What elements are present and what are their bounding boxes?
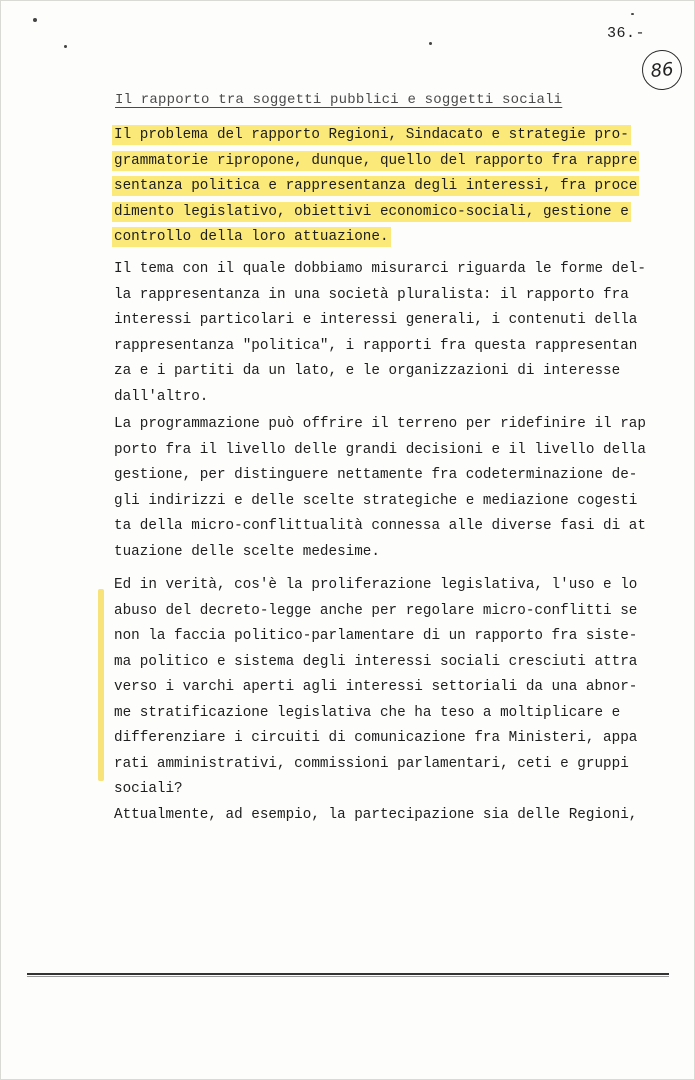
margin-highlight-mark: [98, 589, 104, 781]
paragraph-3: [114, 412, 654, 565]
text-line: sentanza politica e rappresentanza degli interessi, fra proce: [114, 178, 638, 194]
text-line: ma politico e sistema degli interessi sociali cresciuti attra: [114, 653, 638, 670]
text-line: differenziare i circuiti di comunicazione fra Ministeri, appa: [114, 730, 638, 746]
text-line: gestione, per distinguere nettamente fra codeterminazione de-: [114, 467, 638, 483]
text-line: la rappresentanza in una società pluralista: il rapporto fra: [114, 286, 629, 303]
text-line: abuso del decreto-legge anche per regolare micro-conflitti se: [114, 602, 638, 619]
text-line: rappresentanza "politica", i rapporti fra questa rappresentan: [114, 337, 638, 354]
text-line: non la faccia politico-parlamentare di un rapporto fra siste-: [114, 628, 638, 644]
text-line: me stratificazione legislativa che ha teso a moltiplicare e: [114, 704, 621, 721]
paragraph-4: [114, 573, 654, 803]
scan-speck: [64, 45, 67, 48]
text-line: za e i partiti da un lato, e le organizzazioni di interesse: [114, 363, 621, 379]
archive-stamp: [640, 48, 684, 92]
text-line: Il tema con il quale dobbiamo misurarci riguarda le forme del-: [114, 261, 646, 277]
section-title: Il rapporto tra soggetti pubblici e soggetti sociali: [115, 92, 563, 108]
text-line: gli indirizzi e delle scelte strategiche e mediazione cogesti: [114, 492, 638, 509]
paragraph-5: [114, 803, 654, 829]
text-line: controllo della loro attuazione.: [114, 229, 389, 245]
text-line: La programmazione può offrire il terreno per ridefinire il rap: [114, 416, 646, 432]
text-line: dimento legislativo, obiettivi economico-sociali, gestione e: [114, 203, 629, 220]
text-line: Ed in verità, cos'è la proliferazione legislativa, l'uso e lo: [114, 577, 638, 593]
stamp-number: 86: [649, 58, 675, 82]
text-line: verso i varchi aperti agli interessi settoriali da una abnor-: [114, 679, 638, 695]
text-line: interessi particolari e interessi generali, i contenuti della: [114, 312, 638, 328]
page-number: 36.-: [607, 25, 646, 42]
scan-speck: [631, 13, 634, 15]
text-line: grammatorie ripropone, dunque, quello del rapporto fra rappre: [114, 152, 638, 169]
bottom-rule: [27, 973, 669, 975]
text-line: rati amministrativi, commissioni parlamentari, ceti e gruppi: [114, 755, 629, 772]
text-line: Il problema del rapporto Regioni, Sindacato e strategie pro-: [114, 127, 629, 143]
text-line: dall'altro.: [114, 388, 209, 405]
scan-speck: [429, 42, 432, 45]
bottom-rule-shadow: [27, 976, 669, 977]
text-line: Attualmente, ad esempio, la partecipazione sia delle Regioni,: [114, 807, 638, 823]
text-line: ta della micro-conflittualità connessa alle diverse fasi di at: [114, 518, 646, 534]
paragraph-2: [114, 257, 654, 410]
paragraph-1: [114, 123, 654, 251]
text-line: tuazione delle scelte medesime.: [114, 543, 380, 560]
text-line: porto fra il livello delle grandi decisioni e il livello della: [114, 441, 646, 458]
text-line: sociali?: [114, 781, 183, 797]
scan-speck: [33, 18, 37, 22]
